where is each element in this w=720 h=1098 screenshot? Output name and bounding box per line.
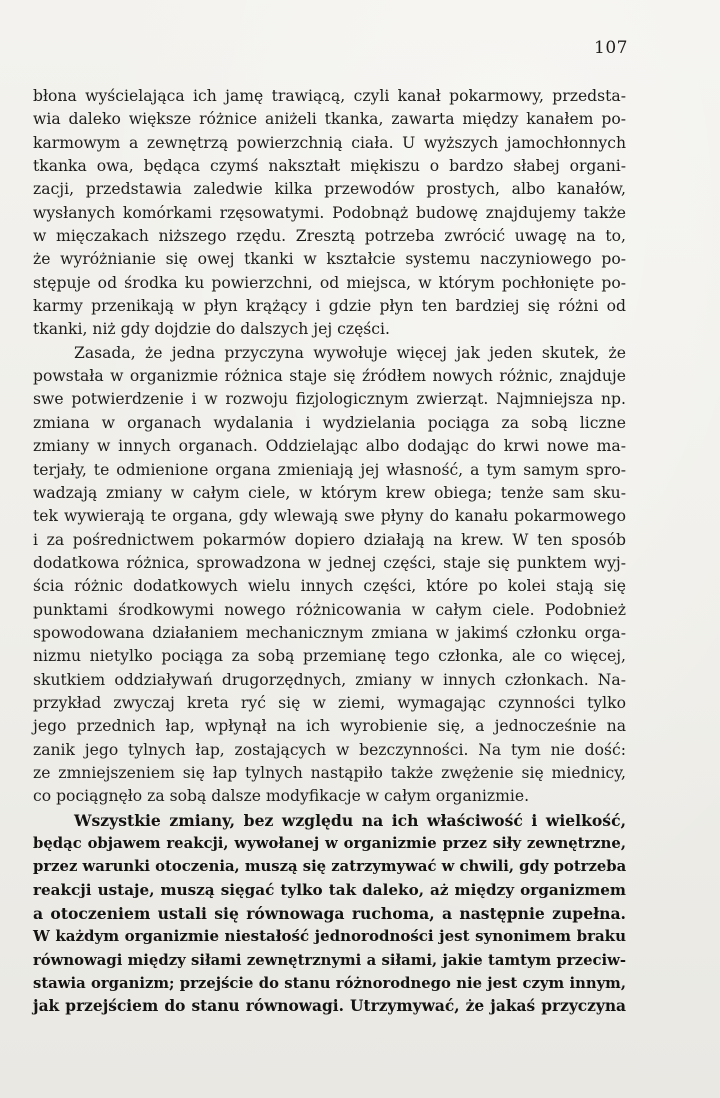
- text-line: błona wyścielająca ich jamę trawiącą, czyli kanał pokarmowy, przedsta-: [33, 87, 626, 105]
- text-line: przez warunki otoczenia, muszą się zatrzymywać w chwili, gdy potrzeba: [33, 858, 627, 876]
- text-line: stawia organizm; przejście do stanu różnorodnego nie jest czym innym,: [33, 975, 626, 993]
- text-line: spowodowana działaniem mechanicznym zmiana w jakimś członku orga-: [33, 623, 626, 642]
- text-line: wia daleko większe różnice aniżeli tkanka, zawarta między kanałem po-: [33, 110, 626, 129]
- body-text: [33, 85, 626, 1019]
- text-line: W każdym organizmie niestałość jednorodności jest synonimem braku: [33, 927, 626, 946]
- text-line: Zasada, że jedna przyczyna wywołuje więcej jak jeden skutek, że: [74, 343, 626, 362]
- text-line: równowagi między siłami zewnętrznymi a siłami, jakie tamtym przeciw-: [33, 951, 626, 969]
- text-line: i za pośrednictwem pokarmów dopiero działają na krew. W ten sposób: [33, 530, 626, 549]
- text-line: zmiana w organach wydalania i wydzielania pociąga za sobą liczne: [33, 413, 626, 432]
- text-line: karmy przenikają w płyn krążący i gdzie płyn ten bardziej się różni od: [33, 297, 626, 316]
- text-line: będąc objawem reakcji, wywołanej w organizmie przez siły zewnętrzne,: [33, 835, 626, 852]
- paragraph-3: [33, 809, 626, 1019]
- text-line: terjały, te odmienione organa zmieniają jej własność, a tym samym spro-: [33, 460, 626, 479]
- text-line: tkanka owa, będąca czymś nakształt miękiszu o bardzo słabej organi-: [33, 157, 626, 176]
- text-line: punktami środkowymi nowego różnicowania w całym ciele. Podobnież: [33, 600, 626, 619]
- text-line: powstała w organizmie różnica staje się źródłem nowych różnic, znajduje: [33, 367, 626, 386]
- text-line: tek wywierają te organa, gdy wlewają swe płyny do kanału pokarmowego: [33, 507, 626, 526]
- text-line: w mięczakach niższego rzędu. Zresztą potrzeba zwrócić uwagę na to,: [33, 227, 626, 246]
- text-line: stępuje od środka ku powierzchni, od miejsca, w którym pochłonięte po-: [33, 273, 626, 292]
- paragraph-1: [33, 85, 626, 342]
- text-line: zacji, przedstawia zaledwie kilka przewodów prostych, albo kanałów,: [33, 180, 626, 199]
- text-line: skutkiem oddziaływań drugorzędnych, zmiany w innych członkach. Na-: [33, 670, 626, 689]
- text-line: Wszystkie zmiany, bez względu na ich właściwość i wielkość,: [74, 810, 626, 830]
- text-line: karmowym a zewnętrzą powierzchnią ciała. U wyższych jamochłonnych: [33, 133, 626, 152]
- text-line: co pociągnęło za sobą dalsze modyfikacje w całym organizmie.: [33, 787, 530, 806]
- paragraph-2: [33, 342, 626, 809]
- text-line: przykład zwyczaj kreta ryć się w ziemi, wymagając czynności tylko: [33, 693, 626, 712]
- text-line: reakcji ustaje, muszą sięgać tylko tak daleko, aż między organizmem: [33, 880, 626, 899]
- text-line: ścia różnic dodatkowych wielu innych części, które po kolei stają się: [33, 577, 626, 596]
- page-number: 107: [594, 38, 628, 58]
- text-line: ze zmniejszeniem się łap tylnych nastąpiło także zwężenie się miednicy,: [33, 763, 626, 782]
- text-line: zanik jego tylnych łap, zostających w bezczynności. Na tym nie dość:: [33, 740, 626, 759]
- text-line: zmiany w innych organach. Oddzielając albo dodając do krwi nowe ma-: [33, 437, 626, 456]
- text-line: a otoczeniem ustali się równowaga ruchoma, a następnie zupełna.: [33, 904, 626, 924]
- text-line: nizmu nietylko pociąga za sobą przemianę tego członka, ale co więcej,: [33, 647, 626, 666]
- text-line: wadzają zmiany w całym ciele, w którym krew obiega; tenże sam sku-: [33, 483, 626, 502]
- text-line: dodatkowa różnica, sprowadzona w jednej części, staje się punktem wyj-: [33, 553, 626, 572]
- text-line: swe potwierdzenie i w rozwoju fizjologicznym zwierząt. Najmniejsza np.: [33, 390, 626, 409]
- text-line: że wyróżnianie się owej tkanki w kształcie systemu naczyniowego po-: [33, 250, 626, 269]
- text-line: jego przednich łap, wpłynął na ich wyrobienie się, a jednocześnie na: [33, 717, 626, 736]
- text-line: tkanki, niż gdy dojdzie do dalszych jej części.: [33, 320, 390, 339]
- text-line: wysłanych komórkami rzęsowatymi. Podobnąż budowę znajdujemy także: [33, 203, 626, 222]
- text-line: jak przejściem do stanu równowagi. Utrzymywać, że jakaś przyczyna: [33, 997, 626, 1016]
